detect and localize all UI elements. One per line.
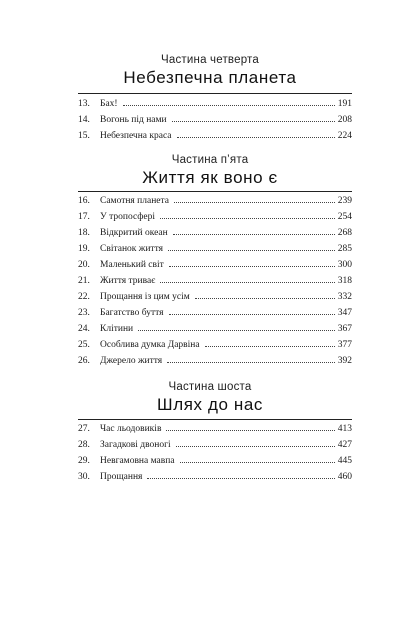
entry-title: Прощання [100,472,143,482]
entry-page: 413 [337,424,352,434]
toc-entry[interactable] [78,452,352,466]
dot-leader [205,346,335,347]
dot-leader [180,462,335,463]
entry-title: Прощання із цим усім [100,292,190,302]
part-label: Частина шоста [168,381,252,393]
part-title: Небезпечна планета [123,68,297,87]
dot-leader [176,446,335,447]
part-heading-6 [0,381,420,415]
entry-title: Відкритий океан [100,228,168,238]
entry-page: 347 [337,308,352,318]
entry-title: Маленький світ [100,260,164,270]
entry-number: 16. [78,196,90,206]
entry-page: 254 [337,212,352,222]
entry-page: 445 [337,456,352,466]
entry-title: Час льодовиків [100,424,162,434]
entry-page: 208 [337,115,352,125]
toc-entry[interactable] [78,224,352,238]
entry-title: Багатство буття [100,308,164,318]
entry-title: У тропосфері [100,212,156,222]
dot-leader [177,137,335,138]
toc-entry[interactable] [78,256,352,270]
toc-entry[interactable] [78,288,352,302]
entry-number: 14. [78,115,90,125]
toc-entry[interactable] [78,468,352,482]
entry-number: 15. [78,131,90,141]
entry-title: Бах! [100,99,118,109]
entry-title: Загадкові двоногі [100,440,171,450]
toc-entry[interactable] [78,272,352,286]
entry-page: 268 [337,228,352,238]
entry-number: 27. [78,424,90,434]
dot-leader [160,218,335,219]
part-label: Частина четверта [161,54,259,66]
toc-entry[interactable] [78,127,352,141]
entry-number: 13. [78,99,90,109]
dot-leader [195,298,335,299]
entry-number: 30. [78,472,90,482]
entry-page: 300 [337,260,352,270]
entry-title: Клітини [100,324,134,334]
dot-leader [172,121,335,122]
entry-title: Вогонь під нами [100,115,167,125]
toc-entry[interactable] [78,95,352,109]
entry-page: 377 [337,340,352,350]
entry-page: 224 [337,131,352,141]
entry-page: 191 [337,99,352,109]
entry-page: 318 [337,276,352,286]
dot-leader [169,266,335,267]
entry-page: 367 [337,324,352,334]
entry-page: 285 [337,244,352,254]
toc-entry[interactable] [78,192,352,206]
dot-leader [123,105,335,106]
dot-leader [173,234,335,235]
dot-leader [167,362,335,363]
dot-leader [169,314,335,315]
entry-number: 24. [78,324,90,334]
entry-title: Особлива думка Дарвіна [100,340,200,350]
entry-number: 28. [78,440,90,450]
part-heading-5 [0,154,420,188]
entry-page: 427 [337,440,352,450]
dot-leader [160,282,334,283]
entry-number: 29. [78,456,90,466]
entry-number: 26. [78,356,90,366]
part-label: Частина п’ята [171,154,249,166]
toc-entry[interactable] [78,304,352,318]
section-rule [78,93,352,94]
dot-leader [147,478,334,479]
entry-number: 18. [78,228,90,238]
entry-number: 22. [78,292,90,302]
entry-number: 17. [78,212,90,222]
toc-entry[interactable] [78,352,352,366]
entry-page: 239 [337,196,352,206]
toc-entry[interactable] [78,320,352,334]
entry-title: Самотня планета [100,196,169,206]
entry-number: 19. [78,244,90,254]
entry-number: 21. [78,276,90,286]
entry-page: 392 [337,356,352,366]
toc-entry[interactable] [78,336,352,350]
entry-title: Невгамовна мавпа [100,456,175,466]
part-heading-4 [0,54,420,88]
entry-title: Життя триває [100,276,156,286]
entry-number: 25. [78,340,90,350]
entry-number: 23. [78,308,90,318]
toc-entry[interactable] [78,208,352,222]
entry-number: 20. [78,260,90,270]
entry-title: Джерело життя [100,356,163,366]
entry-page: 332 [337,292,352,302]
dot-leader [138,330,335,331]
dot-leader [166,430,334,431]
part-title: Життя як воно є [142,168,278,187]
toc-entry[interactable] [78,420,352,434]
entry-title: Небезпечна краса [100,131,172,141]
toc-entry[interactable] [78,111,352,125]
toc-entry[interactable] [78,240,352,254]
dot-leader [174,202,335,203]
dot-leader [168,250,335,251]
toc-entry[interactable] [78,436,352,450]
entry-title: Світанок життя [100,244,163,254]
part-title: Шлях до нас [157,395,263,414]
entry-page: 460 [337,472,352,482]
